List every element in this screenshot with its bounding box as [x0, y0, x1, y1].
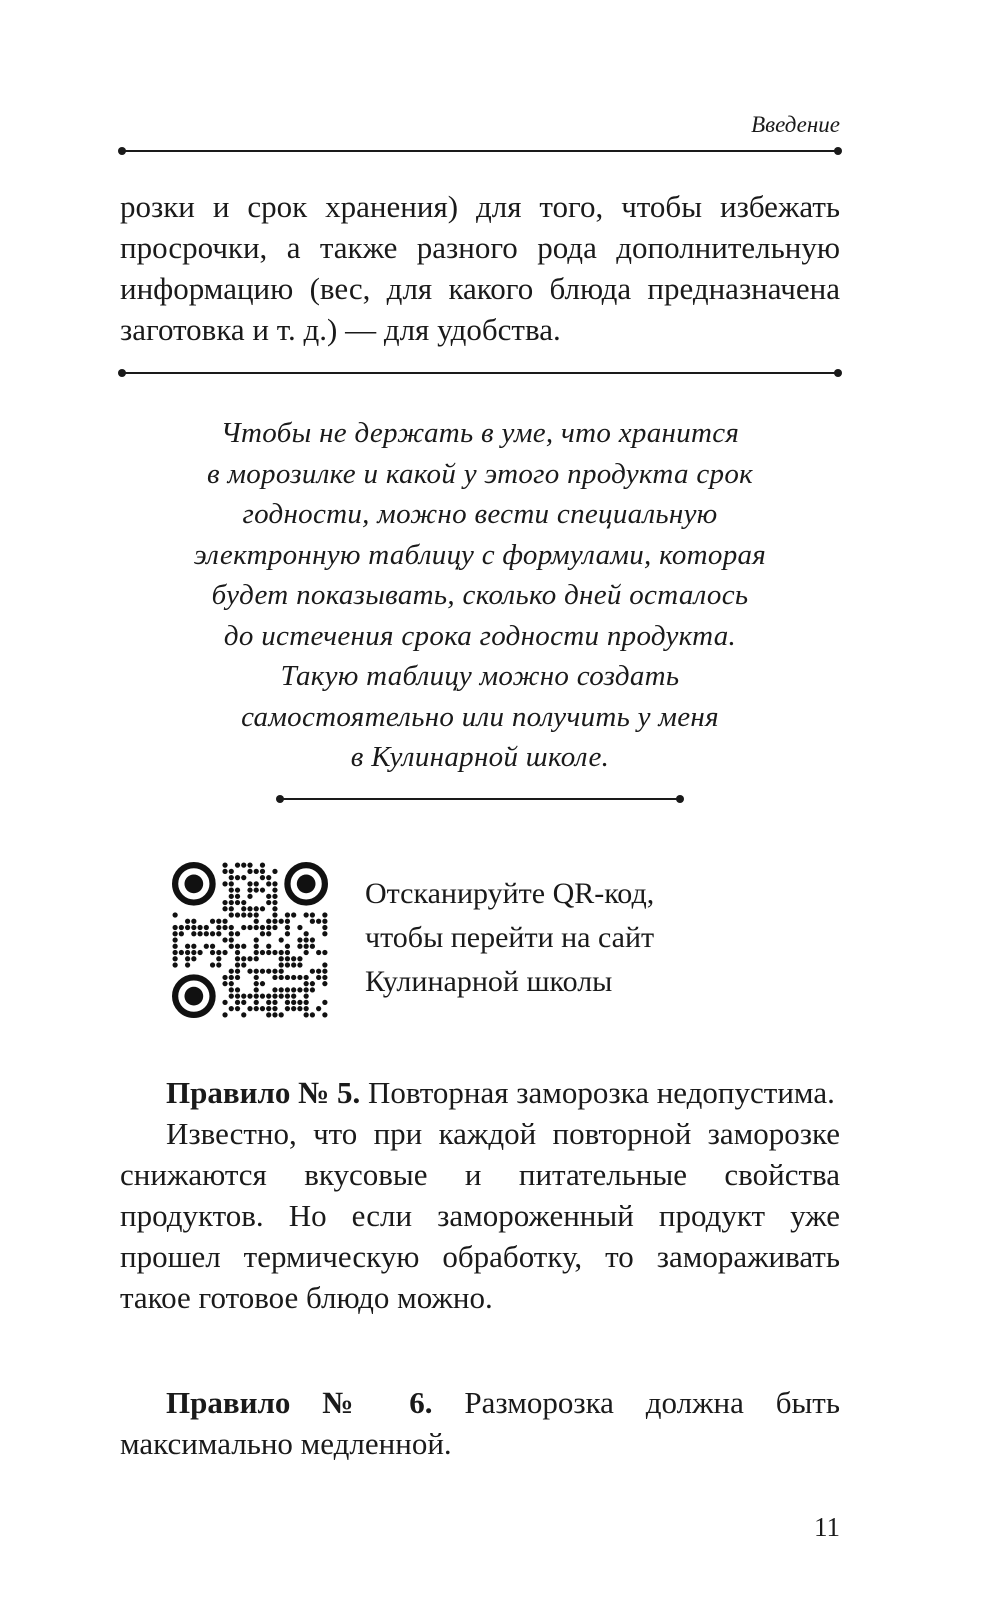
- qr-dot: [304, 987, 309, 992]
- qr-dot: [191, 919, 196, 924]
- qr-dot: [297, 944, 302, 949]
- qr-dot: [285, 912, 290, 917]
- qr-dot: [272, 987, 277, 992]
- qr-dot: [304, 981, 309, 986]
- qr-dot: [179, 925, 184, 930]
- qr-dot: [291, 994, 296, 999]
- qr-dot: [322, 931, 327, 936]
- qr-dot: [229, 881, 234, 886]
- qr-dot: [266, 881, 271, 886]
- qr-dot: [241, 1012, 246, 1017]
- qr-dot: [279, 987, 284, 992]
- qr-dot: [297, 962, 302, 967]
- qr-dot: [222, 937, 227, 942]
- qr-dot: [229, 869, 234, 874]
- qr-dot: [266, 1012, 271, 1017]
- qr-dot: [279, 919, 284, 924]
- rule-6-section: [120, 1382, 840, 1464]
- qr-dot: [260, 1006, 265, 1011]
- qr-dot: [322, 981, 327, 986]
- qr-dot: [254, 912, 259, 917]
- qr-dot: [266, 900, 271, 905]
- qr-dot: [185, 956, 190, 961]
- qr-dot: [185, 944, 190, 949]
- running-head: Введение: [751, 112, 840, 137]
- qr-dot: [254, 994, 259, 999]
- qr-dot: [229, 894, 234, 899]
- qr-dot: [247, 887, 252, 892]
- qr-dot: [285, 1006, 290, 1011]
- qr-dot: [291, 1006, 296, 1011]
- qr-dot: [254, 1000, 259, 1005]
- qr-dot: [172, 925, 177, 930]
- qr-dot: [235, 962, 240, 967]
- qr-dot: [216, 919, 221, 924]
- qr-dot: [285, 975, 290, 980]
- qr-dot: [247, 906, 252, 911]
- qr-dot: [291, 987, 296, 992]
- qr-dot: [322, 919, 327, 924]
- qr-dot: [229, 969, 234, 974]
- rule-5-paragraph: Известно, что при каждой повторной заморозке снижаются вкусовые и питательные свойства продуктов. Но если замороженный продукт уже прошел термическую обработку, то замораживать такое готовое блюдо можно.: [120, 1116, 840, 1315]
- qr-dot: [310, 987, 315, 992]
- qr-dot: [229, 1006, 234, 1011]
- qr-dot: [310, 969, 315, 974]
- qr-dot: [229, 912, 234, 917]
- callout-line: годности, можно вести специальную: [242, 498, 718, 530]
- qr-dot: [272, 869, 277, 874]
- qr-dot: [291, 912, 296, 917]
- qr-dot: [210, 950, 215, 955]
- qr-dot: [229, 875, 234, 880]
- qr-dot: [260, 931, 265, 936]
- qr-finder-center: [184, 987, 203, 1006]
- qr-dot: [291, 962, 296, 967]
- qr-dot: [272, 887, 277, 892]
- qr-dot: [316, 975, 321, 980]
- qr-dot: [222, 906, 227, 911]
- qr-dot: [285, 931, 290, 936]
- qr-dot: [316, 950, 321, 955]
- qr-dot: [191, 944, 196, 949]
- qr-dot: [304, 975, 309, 980]
- qr-dot: [235, 1006, 240, 1011]
- qr-dot: [247, 925, 252, 930]
- qr-dot: [272, 912, 277, 917]
- qr-dot: [322, 1012, 327, 1017]
- qr-dot: [279, 994, 284, 999]
- qr-dot: [266, 875, 271, 880]
- qr-dot: [272, 894, 277, 899]
- qr-dot: [229, 906, 234, 911]
- qr-dot: [229, 887, 234, 892]
- qr-dot: [216, 925, 221, 930]
- qr-dot: [222, 950, 227, 955]
- qr-dot: [172, 937, 177, 942]
- qr-dot: [210, 962, 215, 967]
- qr-dot: [222, 900, 227, 905]
- qr-dot: [241, 906, 246, 911]
- qr-dot: [310, 944, 315, 949]
- lead-paragraph: [120, 186, 840, 350]
- callout-line: самостоятельно или получить у меня: [241, 700, 719, 733]
- qr-dot: [222, 919, 227, 924]
- qr-dot: [172, 956, 177, 961]
- qr-dot: [266, 1000, 271, 1005]
- qr-dot: [216, 956, 221, 961]
- qr-dot: [260, 925, 265, 930]
- qr-dot: [185, 925, 190, 930]
- qr-dot: [204, 931, 209, 936]
- qr-dot: [285, 950, 290, 955]
- qr-dot: [247, 912, 252, 917]
- rule-5-heading: [120, 1072, 840, 1113]
- qr-dot: [272, 1012, 277, 1017]
- qr-dot: [229, 937, 234, 942]
- qr-dot: [272, 881, 277, 886]
- qr-dot: [304, 944, 309, 949]
- page-number: 11: [814, 1512, 840, 1542]
- qr-dot: [191, 931, 196, 936]
- header-rule: [122, 150, 838, 152]
- qr-dot: [279, 1012, 284, 1017]
- qr-dot: [266, 944, 271, 949]
- qr-dot: [247, 994, 252, 999]
- qr-dot: [254, 981, 259, 986]
- qr-dot: [304, 931, 309, 936]
- qr-dot: [179, 931, 184, 936]
- qr-dot: [297, 937, 302, 942]
- qr-dot: [235, 944, 240, 949]
- qr-dot: [254, 887, 259, 892]
- qr-caption: [365, 872, 654, 1004]
- qr-dot: [266, 950, 271, 955]
- qr-dot: [272, 1000, 277, 1005]
- qr-dot: [285, 944, 290, 949]
- qr-dot: [254, 944, 259, 949]
- qr-dot: [235, 994, 240, 999]
- qr-dot: [235, 894, 240, 899]
- qr-dot: [241, 862, 246, 867]
- qr-dot: [322, 925, 327, 930]
- qr-dot: [254, 956, 259, 961]
- qr-dot: [222, 881, 227, 886]
- qr-dot: [272, 975, 277, 980]
- qr-dot: [172, 912, 177, 917]
- qr-dot: [322, 1000, 327, 1005]
- rule-5-label: Правило № 5.: [166, 1075, 361, 1110]
- qr-dot: [260, 906, 265, 911]
- qr-dot: [185, 950, 190, 955]
- qr-dot: [191, 956, 196, 961]
- qr-dot: [272, 906, 277, 911]
- qr-dot: [179, 950, 184, 955]
- qr-dot: [322, 950, 327, 955]
- qr-dot: [254, 969, 259, 974]
- qr-dot: [216, 962, 221, 967]
- qr-dot: [247, 969, 252, 974]
- qr-dot: [260, 875, 265, 880]
- lead-paragraph-text: розки и срок хранения) для того, чтобы избежать просрочки, а также разного рода дополнительную информацию (вес, для какого блюда предназначена заготовка и т. д.) — для удобства.: [120, 189, 840, 347]
- qr-dot: [222, 1000, 227, 1005]
- qr-dot: [260, 950, 265, 955]
- qr-dot: [191, 950, 196, 955]
- qr-dot: [247, 869, 252, 874]
- qr-dot: [260, 887, 265, 892]
- qr-dot: [297, 956, 302, 961]
- qr-dot: [241, 925, 246, 930]
- qr-dot: [322, 975, 327, 980]
- qr-dot: [304, 1012, 309, 1017]
- qr-dot: [204, 925, 209, 930]
- qr-dot: [304, 950, 309, 955]
- qr-dot: [191, 925, 196, 930]
- qr-dot: [197, 931, 202, 936]
- qr-dot: [310, 937, 315, 942]
- qr-dot: [285, 987, 290, 992]
- qr-dot: [247, 881, 252, 886]
- qr-dot: [297, 975, 302, 980]
- qr-dot: [260, 869, 265, 874]
- qr-dot: [285, 925, 290, 930]
- rule-6-label: Правило № 6.: [166, 1385, 433, 1420]
- qr-dot: [235, 862, 240, 867]
- qr-dot: [229, 981, 234, 986]
- qr-dot: [266, 919, 271, 924]
- qr-dot: [254, 975, 259, 980]
- qr-dot: [272, 925, 277, 930]
- qr-dot: [279, 962, 284, 967]
- qr-dot: [222, 975, 227, 980]
- qr-dot: [229, 931, 234, 936]
- qr-dot: [279, 956, 284, 961]
- qr-dot: [266, 969, 271, 974]
- callout-line: электронную таблицу с формулами, которая: [193, 538, 767, 571]
- qr-dot: [235, 987, 240, 992]
- qr-dot: [229, 925, 234, 930]
- qr-dot: [235, 969, 240, 974]
- qr-dot: [185, 962, 190, 967]
- qr-dot: [185, 919, 190, 924]
- qr-dot: [266, 994, 271, 999]
- qr-dot: [235, 875, 240, 880]
- qr-dot: [304, 994, 309, 999]
- rule-5-section: [120, 1072, 840, 1318]
- qr-dot: [260, 862, 265, 867]
- qr-dot: [254, 925, 259, 930]
- qr-dot: [204, 944, 209, 949]
- qr-dot: [241, 962, 246, 967]
- qr-dot: [291, 975, 296, 980]
- qr-dot: [235, 900, 240, 905]
- qr-caption-line: Отсканируйте QR-код,: [365, 877, 655, 910]
- qr-dot: [229, 987, 234, 992]
- qr-dot: [241, 912, 246, 917]
- rule-5-text: Повторная заморозка недопустима.: [360, 1075, 835, 1110]
- qr-dot: [297, 987, 302, 992]
- callout-line: в морозилке и какой у этого продукта срок: [207, 457, 753, 490]
- qr-dot: [254, 881, 259, 886]
- qr-dot: [241, 1000, 246, 1005]
- qr-dot: [310, 919, 315, 924]
- qr-dot: [235, 912, 240, 917]
- qr-dot: [210, 944, 215, 949]
- qr-dot: [279, 937, 284, 942]
- qr-dot: [316, 1006, 321, 1011]
- callout-line: до истечения срока годности продукта.: [223, 619, 737, 652]
- qr-caption-line: чтобы перейти на сайт: [365, 921, 655, 954]
- qr-dot: [297, 1000, 302, 1005]
- qr-dot: [241, 900, 246, 905]
- qr-dot: [285, 962, 290, 967]
- qr-dot: [279, 969, 284, 974]
- qr-dot: [235, 931, 240, 936]
- qr-caption-line: Кулинарной школы: [365, 965, 613, 998]
- qr-dot: [235, 950, 240, 955]
- qr-dot: [322, 969, 327, 974]
- qr-dot: [254, 906, 259, 911]
- qr-dot: [272, 900, 277, 905]
- qr-dot: [279, 975, 284, 980]
- qr-code: [172, 862, 328, 1018]
- qr-dot: [285, 919, 290, 924]
- callout-line: Такую таблицу можно создать: [280, 660, 680, 692]
- qr-dot: [229, 975, 234, 980]
- qr-dot: [222, 1012, 227, 1017]
- qr-dot: [297, 925, 302, 930]
- rule-6-text: Разморозка должна быть максимально медленной.: [120, 1385, 840, 1461]
- callout-line: Чтобы не держать в уме, что хранится: [220, 417, 740, 449]
- qr-dot: [197, 925, 202, 930]
- qr-dot: [172, 944, 177, 949]
- qr-dot: [235, 956, 240, 961]
- qr-dot: [304, 912, 309, 917]
- qr-dot: [272, 994, 277, 999]
- qr-dot: [222, 925, 227, 930]
- qr-dot: [291, 1000, 296, 1005]
- qr-dot: [316, 969, 321, 974]
- qr-dot: [241, 875, 246, 880]
- qr-dot: [247, 956, 252, 961]
- qr-finder-center: [184, 874, 203, 893]
- qr-dot: [229, 900, 234, 905]
- qr-code-graphic: [172, 862, 328, 1018]
- qr-dot: [229, 944, 234, 949]
- qr-dot: [266, 894, 271, 899]
- qr-dot: [235, 887, 240, 892]
- qr-dot: [172, 962, 177, 967]
- qr-dot: [235, 1000, 240, 1005]
- qr-dot: [229, 994, 234, 999]
- qr-dot: [316, 919, 321, 924]
- qr-dot: [272, 969, 277, 974]
- qr-dot: [222, 981, 227, 986]
- qr-dot: [254, 937, 259, 942]
- callout-top-rule: [122, 372, 838, 374]
- rule-6-heading: [120, 1382, 840, 1464]
- qr-dot: [285, 1000, 290, 1005]
- qr-dot: [241, 944, 246, 949]
- qr-dot: [222, 869, 227, 874]
- qr-dot: [297, 1006, 302, 1011]
- qr-dot: [310, 981, 315, 986]
- qr-dot: [241, 956, 246, 961]
- qr-dot: [304, 937, 309, 942]
- qr-dot: [266, 931, 271, 936]
- qr-dot: [172, 931, 177, 936]
- qr-dot: [322, 912, 327, 917]
- qr-dot: [260, 969, 265, 974]
- qr-dot: [266, 1006, 271, 1011]
- qr-dot: [304, 1006, 309, 1011]
- qr-dot: [310, 1012, 315, 1017]
- qr-dot: [222, 862, 227, 867]
- qr-dot: [272, 919, 277, 924]
- qr-dot: [272, 950, 277, 955]
- qr-dot: [322, 962, 327, 967]
- qr-dot: [254, 869, 259, 874]
- qr-dot: [279, 950, 284, 955]
- qr-dot: [254, 950, 259, 955]
- qr-dot: [210, 919, 215, 924]
- qr-dot: [210, 931, 215, 936]
- qr-dot: [197, 950, 202, 955]
- qr-dot: [216, 931, 221, 936]
- qr-dot: [254, 919, 259, 924]
- qr-dot: [291, 956, 296, 961]
- qr-dot: [285, 994, 290, 999]
- qr-dot: [247, 894, 252, 899]
- qr-dot: [172, 950, 177, 955]
- qr-dot: [285, 956, 290, 961]
- qr-dot: [247, 1006, 252, 1011]
- qr-finder-center: [297, 874, 316, 893]
- qr-dot: [216, 950, 221, 955]
- callout-bottom-rule: [280, 798, 680, 800]
- callout-line: в Кулинарной школе.: [350, 741, 610, 773]
- qr-dot: [247, 862, 252, 867]
- qr-dot: [235, 975, 240, 980]
- qr-dot: [310, 912, 315, 917]
- qr-dot: [272, 1006, 277, 1011]
- callout-line: будет показывать, сколько дней осталось: [211, 579, 749, 611]
- qr-dot: [254, 987, 259, 992]
- qr-dot: [254, 1006, 259, 1011]
- qr-dot: [260, 994, 265, 999]
- qr-dot: [304, 1000, 309, 1005]
- qr-dot: [260, 981, 265, 986]
- qr-dot: [241, 994, 246, 999]
- qr-dot: [266, 925, 271, 930]
- callout-box: [135, 413, 825, 778]
